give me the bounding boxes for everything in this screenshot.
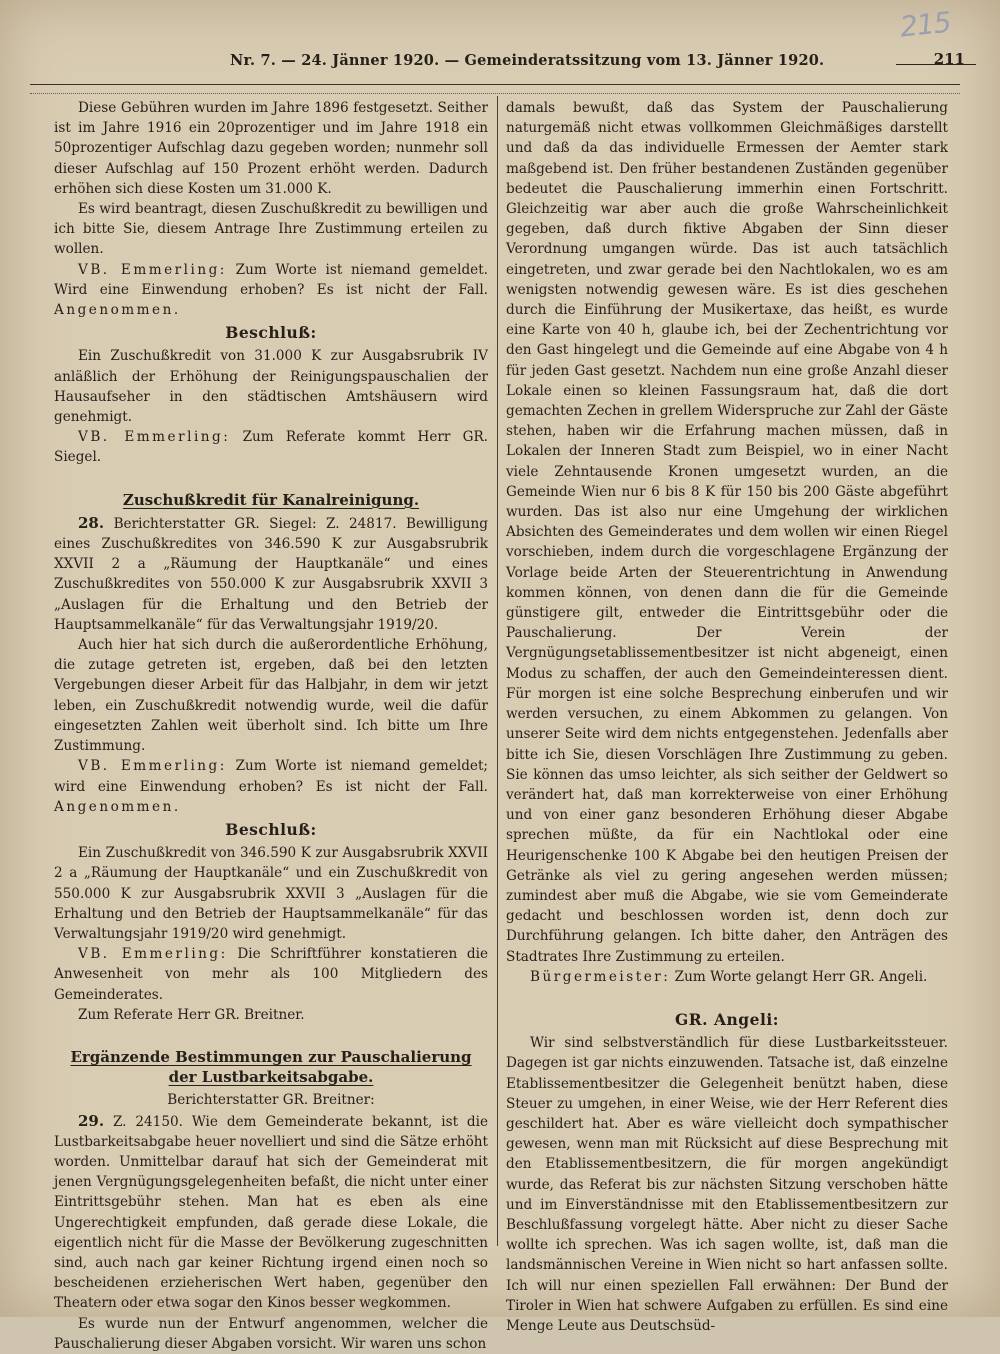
speech-paragraph bbox=[54, 260, 488, 321]
spacer bbox=[54, 1025, 488, 1037]
speaker-name: VB. Emmerling: bbox=[78, 261, 227, 278]
left-column bbox=[54, 98, 488, 1354]
speech-paragraph bbox=[54, 756, 488, 817]
speaker-heading: GR. Angeli: bbox=[675, 1009, 779, 1029]
item-text: Berichterstatter GR. Siegel: Z. 24817. Bewilligung eines Zuschußkredites von 346.590 K zur Ausgabsrubrik XXVII 2 a „Räumung der Hauptkanäle“ und eines Zuschußkredites von 550.000 K zur Ausgabsrubrik XXVII 3 „Auslagen für die Erhaltung und den Betrieb der Hauptsammelkanäle“ für das Verwaltungsjahr 1919/20. bbox=[54, 515, 488, 633]
resolution-text: Ein Zuschußkredit von 31.000 K zur Ausgabsrubrik IV anläßlich der Erhöhung der Reinigungspauschalien der Hausaufseher in den städtischen Amtshäusern wird genehmigt. bbox=[54, 348, 488, 426]
speech-paragraph bbox=[54, 944, 488, 1005]
agenda-item bbox=[54, 513, 488, 635]
item-number: 29. bbox=[78, 1111, 105, 1130]
paragraph: Diese Gebühren wurden im Jahre 1896 festgesetzt. Seither ist im Jahre 1916 ein 20prozentiger und im Jahre 1918 ein 50prozentiger Aufschlag dazu gegeben worden; nunmehr soll dieser Aufschlag auf 150 Prozent erhöht werden. Dadurch erhöhen sich diese Kosten um 31.000 K. bbox=[54, 100, 488, 197]
paragraph: Auch hier hat sich durch die außerordentliche Erhöhung, die zutage getreten ist, ergeben, daß bei den letzten Vergebungen dieser Arbeit für das Halbjahr, in dem wir jetzt leben, ein Zuschußkredit notwendig wurde, weil die dafür eingesetzten Zahlen weit überholt sind. Ich bitte um Ihre Zustimmung. bbox=[54, 637, 488, 755]
spacer bbox=[54, 468, 488, 480]
column-divider bbox=[497, 96, 498, 1246]
paragraph: Zum Referate Herr GR. Breitner. bbox=[78, 1006, 305, 1023]
section-title: Zuschußkredit für Kanalreinigung. bbox=[122, 490, 420, 509]
agenda-item bbox=[54, 1111, 488, 1314]
speaker-name: Bürgermeister: bbox=[530, 968, 671, 985]
resolution-heading: Beschluß: bbox=[225, 323, 317, 343]
right-column bbox=[506, 98, 948, 1336]
section-title: Ergänzende Bestimmungen zur Pauschalierung der Lustbarkeitsabgabe. bbox=[70, 1047, 472, 1087]
speaker-name: VB. Emmerling: bbox=[78, 758, 227, 775]
speech-paragraph bbox=[506, 967, 948, 987]
speech-paragraph bbox=[54, 427, 488, 467]
header-title: Nr. 7. — 24. Jänner 1920. — Gemeinderatssitzung vom 13. Jänner 1920. bbox=[230, 52, 825, 69]
speech-text: Zum Referate kommt Herr GR. Siegel. bbox=[54, 429, 488, 466]
item-number: 28. bbox=[78, 513, 105, 532]
page-header bbox=[30, 50, 965, 76]
header-divider bbox=[30, 84, 960, 94]
paragraph: Es wird beantragt, diesen Zuschußkredit zu bewilligen und ich bitte Sie, diesem Antrage Ihre Zustimmung erteilen zu wollen. bbox=[54, 201, 488, 258]
paragraph: damals bewußt, daß das System der Pauschalierung naturgemäß nicht etwas vollkommen Gleichmäßiges darstellt und daß da das individuelle Ermessen der Aemter stark maßgebend ist. Den früher bestandenen Zuständen gegenüber bedeutet die Pauschalierung immerhin einen Fortschritt. Gleichzeitig war aber auch die große Wahrscheinlichkeit gegeben, daß durch fiktive Abgaben der Sinn dieser Verordnung umgangen würde. Das ist auch tatsächlich eingetreten, und zwar gerade bei den Nachtlokalen, wo es am wenigsten notwendig gewesen wäre. Es ist dies geschehen durch die Einführung der Musikertaxe, das heißt, es wurde eine Karte von 40 h, glaube ich, bei der Zechentrichtung vor den Gast hingelegt und die Gemeinde auf eine Abgabe von 4 h für jeden Gast gesetzt. Nachdem nun eine große Anzahl dieser Lokale einen so kleinen Fassungsraum hat, daß die dort gemachten Zechen in grellem Widerspruche zur Zahl der Gäste stehen, haben wir die Erfahrung machen müssen, daß in Lokalen der Inneren Stadt zum Beispiel, wo in einer Nacht viele Zehntausende Kronen umgesetzt wurden, an die Gemeinde Wien nur 6 bis 8 K für 150 bis 200 Gäste abgeführt wurden. Das ist also nur eine Umgehung der wirklichen Absichten des Gemeinderates und dem wollen wir einen Riegel vorschieben, indem durch die vorgeschlagene Ergänzung der Vorlage beide Arten der Steuerentrichtung in Anwendung kommen können, von denen dann die für die Gemeinde günstigere gilt, entweder die Eintrittsgebühr oder die Pauschalierung. Der Verein der Vergnügungsetablissementbesitzer ist nicht abgeneigt, einen Modus zu schaffen, der auch den Gemeindeinteressen dient. Für morgen ist eine solche Besprechung einberufen und wir werden versuchen, zu einem Abkommen zu gelangen. Von unserer Seite wird dem nichts entgegenstehen. Jedenfalls aber bitte ich Sie, diesen Vorschlägen Ihre Zustimmung zu geben. Sie können das umso leichter, als sich seither der Geldwert so verändert hat, daß man korrekterweise von einer Erhöhung und von einer ganz besonderen Erhöhung dieser Abgabe sprechen müßte, da für ein Nachtlokal oder eine Heurigenschenke 100 K Abgabe bei den heutigen Preisen der Getränke als viel zu gering angesehen werden müssen; zumindest aber muß die Abgabe, wie sie vom Gemeinderate gedacht und beschlossen worden ist, denn doch zur Durchführung gelangen. Ich bitte daher, den Anträgen des Stadtrates Ihre Zustimmung zu erteilen. bbox=[506, 100, 948, 965]
speaker-name: VB. Emmerling: bbox=[78, 429, 231, 446]
resolution-text: Ein Zuschußkredit von 346.590 K zur Ausgabsrubrik XXVII 2 a „Räumung der Hauptkanäle“ und ein Zuschußkredit von 550.000 K zur Ausgabsrubrik XXVII 3 „Auslagen für die Erhaltung und den Betrieb der Hauptsammelkanäle“ für das Verwaltungsjahr 1919/20 wird genehmigt. bbox=[54, 845, 488, 942]
resolution-heading: Beschluß: bbox=[225, 819, 317, 839]
speech-text: Zum Worte gelangt Herr GR. Angeli. bbox=[670, 968, 928, 985]
page-number: 211 bbox=[933, 50, 965, 68]
reporter-line: Berichterstatter GR. Breitner: bbox=[167, 1092, 375, 1109]
speaker-name: VB. Emmerling: bbox=[78, 946, 228, 963]
speech-text: Zum Worte ist niemand gemeldet; wird eine Einwendung erhoben? Es ist nicht der Fall. bbox=[54, 758, 489, 795]
result-text: Angenommen. bbox=[54, 302, 181, 319]
spacer bbox=[506, 987, 948, 1007]
result-text: Angenommen. bbox=[54, 798, 181, 815]
paragraph: Es wurde nun der Entwurf angenommen, welcher die Pauschalierung dieser Abgaben vorsicht. Wir waren uns schon bbox=[54, 1315, 488, 1352]
paragraph: Wir sind selbstverständlich für diese Lustbarkeitssteuer. Dagegen ist gar nichts einzuwenden. Tatsache ist, daß einzelne Etablissementbesitzer die Gelegenheit benützt haben, diese Steuer zu umgehen, in einer Weise, wie der Herr Referent dies geschildert hat. Aber es wäre vielleicht doch sympathischer gewesen, wenn man mit Rücksicht auf diese Besprechung mit den Etablissementbesitzern, die für morgen angekündigt wurde, das Referat bis zur nächsten Sitzung verschoben hätte und im Einverständnisse mit den Etablissementbesitzern zur Beschlußfassung vorgelegt hätte. Aber nicht zu dieser Sache wollte ich sprechen. Was ich sagen wollte, ist, daß man die landsmännischen Vereine in Wien nicht so hart anfassen sollte. Ich will nur einen speziellen Fall erwähnen: Der Bund der Tiroler in Wien hat schwere Aufgaben zu erfüllen. Es sind eine Menge Leute aus Deutschsüd- bbox=[506, 1035, 948, 1334]
handwritten-folio-number: 215 bbox=[898, 5, 953, 44]
speech-text: Zum Worte ist niemand gemeldet. Wird eine Einwendung erhoben? Es ist nicht der Fall. bbox=[54, 261, 488, 298]
speech-text: Die Schriftführer konstatieren die Anwesenheit von mehr als 100 Mitgliedern des Gemeinderates. bbox=[54, 946, 488, 1003]
item-text: Z. 24150. Wie dem Gemeinderate bekannt, ist die Lustbarkeitsabgabe heuer novelliert und sind die Sätze erhöht worden. Unmittelbar darauf hat sich der Gemeinderat mit jenen Vergnügungsgelegenheiten befaßt, die nicht unter einer Eintrittsgebühr stehen. Man hat es eben als eine Ungerechtigkeit empfunden, daß gerade diese Lokale, die eigentlich nicht für die Masse der Bevölkerung zugeschnitten sind, auch nach gar keiner Richtung irgend einen noch so bescheidenen erzieherischen Wert haben, gegenüber den Theatern oder etwa sogar den Kinos besser wegkommen. bbox=[54, 1113, 488, 1312]
